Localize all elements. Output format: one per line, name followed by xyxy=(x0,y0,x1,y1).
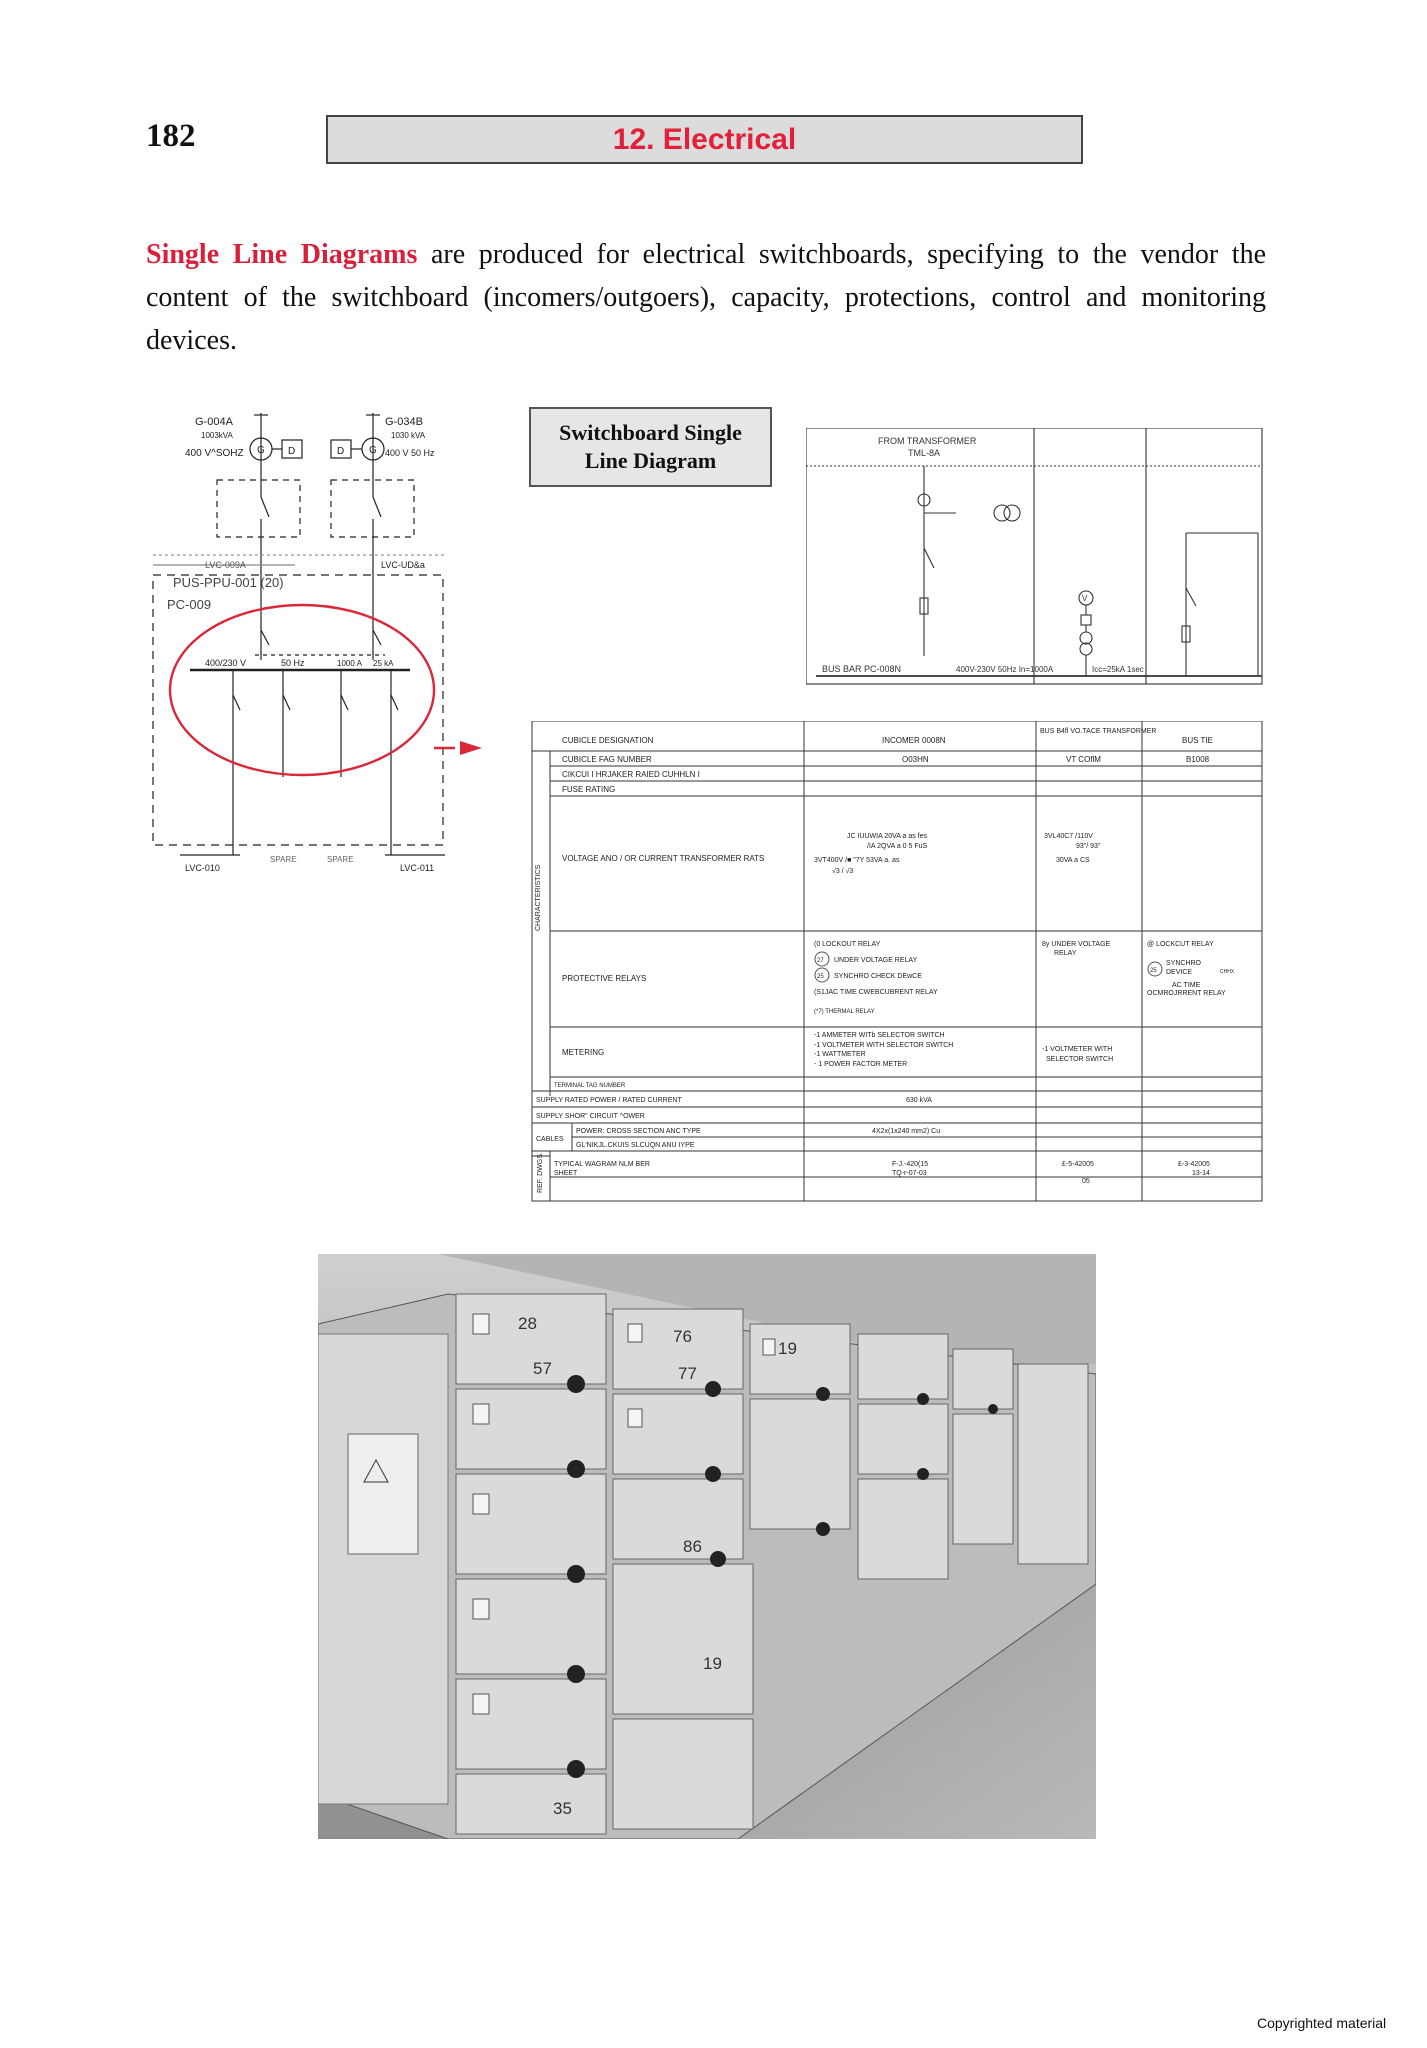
callout-line-2: Line Diagram xyxy=(584,448,717,473)
row-tag: CUBICLE FAG NUMBER xyxy=(562,755,652,764)
col-bus-tie: BUS TIE xyxy=(1182,736,1213,745)
diagram-callout xyxy=(529,407,772,487)
photo-label-5: 19 xyxy=(778,1339,797,1358)
cable-b-label: LVC-UD&a xyxy=(381,560,425,570)
arrow-head-icon xyxy=(460,738,486,758)
sheet-vt: 05 xyxy=(1082,1178,1090,1185)
tag-bus-tie: B1008 xyxy=(1186,755,1210,764)
cables-power: POWER: CROSS SECTION ANC TYPE xyxy=(576,1128,701,1135)
vt-col2-line2: 93"/ 93" xyxy=(1076,843,1101,850)
busbar-name: BUS BAR PC-008N xyxy=(822,664,902,674)
row-sheet: SHEET xyxy=(554,1170,578,1177)
side-group-label: CHARACTERISTICS xyxy=(535,864,542,931)
row-cables: CABLES xyxy=(536,1136,564,1143)
row-supply-short: SUPPLY SHOR" CIRCUIT ^OWER xyxy=(536,1113,645,1120)
photo-label-1: 28 xyxy=(518,1314,537,1333)
page-number: 182 xyxy=(146,118,196,154)
busbar-ratings: 400V-230V 50Hz In=1000A xyxy=(956,665,1054,674)
row-metering: METERING xyxy=(562,1048,605,1057)
gen-a-driver: D xyxy=(288,446,296,457)
outgoer-right-label: LVC-011 xyxy=(400,863,435,873)
row-designation: CUBICLE DESIGNATION xyxy=(562,736,654,745)
vt-col1-line3: 3VT400V /■ "7Y 53VA a. as xyxy=(814,857,900,864)
relay-code-25b: 25 xyxy=(1150,968,1157,974)
relay-col2-1: 8y UNDER VOLTAGE xyxy=(1042,941,1111,948)
col-incomer: INCOMER 0008N xyxy=(882,736,946,745)
vt-col2-line3: 30VA a CS xyxy=(1056,857,1090,864)
sld-drawing xyxy=(145,405,455,905)
relay-col3-3: DEVICE xyxy=(1166,969,1193,976)
switchgear-photo xyxy=(318,1254,1096,1839)
gen-b-symbol: G xyxy=(369,445,377,456)
intro-lead-term: Single Line Diagrams xyxy=(146,239,418,270)
relay-col1-5: (*7) THERMAL RELAY xyxy=(814,1009,875,1015)
relay-col3-5: AC TIME xyxy=(1172,982,1201,989)
row-supply-power: SUPPLY RATED POWER / RATED CURRENT xyxy=(536,1097,682,1104)
vt-col2-line1: 3VL40C7 /110V xyxy=(1044,833,1093,840)
gen-b-rating: 1030 kVA xyxy=(391,431,426,440)
busbar-current: 1000 A xyxy=(337,659,362,668)
outgoer-left-label: LVC-010 xyxy=(185,863,220,873)
typical-incomer: F-J.-420(15 xyxy=(892,1161,929,1168)
cable-a-label: LVC-009A xyxy=(205,560,246,570)
busbar-fault-level: 25 kA xyxy=(373,659,394,668)
vt-col1-line1: JC IUUWIA 20VA a as fes xyxy=(847,833,928,840)
row-relays: PROTECTIVE RELAYS xyxy=(562,974,647,983)
meter-col1-4: - 1 POWER FACTOR METER xyxy=(814,1061,908,1068)
copyright-notice: Copyrighted material xyxy=(1257,2015,1387,2031)
typical-bus-tie: £-3-42005 xyxy=(1178,1161,1210,1168)
callout-line-1: Switchboard Single xyxy=(559,420,742,445)
row-fuse: FUSE RATING xyxy=(562,785,616,794)
side-ref-label: REF. DWGS. xyxy=(537,1152,544,1193)
single-line-diagram xyxy=(145,405,455,905)
relay-col1-4: (S1JAC TIME CWEBCUBRENT RELAY xyxy=(814,989,938,996)
relay-col3-6: OCMROJRRENT RELAY xyxy=(1147,990,1226,997)
gen-a-tag: G-004A xyxy=(195,416,233,428)
chapter-title: 12. Electrical xyxy=(612,122,797,156)
photo-label-6: 86 xyxy=(683,1537,702,1556)
switchboard-spec-table xyxy=(502,721,1264,1203)
photo-label-7: 19 xyxy=(703,1654,722,1673)
incomer-diagram xyxy=(806,428,1263,686)
relay-code-25: 25 xyxy=(817,974,824,980)
row-terminal: TERMINAL TAG NUMBER xyxy=(554,1083,626,1089)
photo-label-2: 57 xyxy=(533,1359,552,1378)
row-typical: TYPICAL WAGRAM NLM BER xyxy=(554,1161,650,1168)
vt-col1-line2: /IA 2QVA a 0 5 FuS xyxy=(867,843,928,850)
transformer-tag: TML-8A xyxy=(908,448,941,458)
from-transformer-label: FROM TRANSFORMER xyxy=(878,436,977,446)
spare-label-2: SPARE xyxy=(327,855,354,864)
sheet-incomer: TQ-r-07-03 xyxy=(892,1170,927,1177)
spec-table-drawing xyxy=(502,721,1264,1203)
tag-vt: VT COflM xyxy=(1066,755,1101,764)
row-voltage-ct: VOLTAGE ANO / OR CURRENT TRANSFORMER RATS xyxy=(562,854,765,863)
relay-code-27: 27 xyxy=(817,958,824,964)
intro-body: are produced for electrical switchboards, specifying to the vendor the content of the switchboard (incomers/outgoers), capacity, protections, control and monitoring devices. xyxy=(146,239,1266,356)
gen-b-voltage: 400 V 50 Hz xyxy=(385,448,435,458)
panel-reference: PUS-PPU-001 (20) xyxy=(173,575,284,590)
tag-incomer: O03HN xyxy=(902,755,929,764)
switchgear-illustration xyxy=(318,1254,1096,1839)
meter-col2-2: SELECTOR SWITCH xyxy=(1046,1056,1114,1063)
relay-col3-2: SYNCHRO xyxy=(1166,960,1202,967)
meter-col2-1: -1 VOLTMETER WITH xyxy=(1042,1046,1113,1053)
relay-col1-3: SYNCHRO CHECK DEwCE xyxy=(834,973,922,980)
photo-label-4: 77 xyxy=(678,1364,697,1383)
col-vt: BUS B4fl VO.TACE TRANSFORMER xyxy=(1040,728,1157,735)
gen-b-driver: D xyxy=(337,446,345,457)
row-breaker: CIKCUI I HRJAKER RAIED CUHHLN I xyxy=(562,770,700,779)
intro-paragraph xyxy=(146,233,1266,362)
busbar-voltage: 400/230 V xyxy=(205,658,247,668)
spare-label-1: SPARE xyxy=(270,855,297,864)
busbar-icc: Icc=25kA 1sec xyxy=(1092,665,1144,674)
voltmeter-symbol: V xyxy=(1082,594,1088,603)
incomer-drawing xyxy=(806,428,1263,686)
meter-col1-3: -1 WATTMETER xyxy=(814,1051,866,1058)
cables-power-value: 4X2x(1x240 mm2) Cu xyxy=(872,1128,941,1135)
relay-col3-1: @ LOCKCUT RELAY xyxy=(1147,941,1214,948)
gen-b-tag: G-034B xyxy=(385,416,423,428)
supply-power-value: 630 kVA xyxy=(906,1097,932,1104)
relay-col3-4: CHHX xyxy=(1220,969,1235,975)
meter-col1-1: -1 AMMETER WITb SELECTOR SWITCH xyxy=(814,1032,945,1039)
meter-col1-2: -1 VOLTMETER WITH SELECTOR SWITCH xyxy=(814,1042,954,1049)
vt-col1-line4: √3 / √3 xyxy=(832,868,854,875)
cables-glands: GL'NIKJL.CKUIS SLCUQN ANU IYPE xyxy=(576,1142,695,1149)
gen-a-symbol: G xyxy=(257,445,265,456)
photo-label-8: 35 xyxy=(553,1799,572,1818)
typical-vt: £-5-42005 xyxy=(1062,1161,1094,1168)
relay-col2-2: RELAY xyxy=(1054,950,1077,957)
chapter-header xyxy=(326,115,1083,164)
gen-a-voltage: 400 V^SOHZ xyxy=(185,448,244,459)
panel-name: PC-009 xyxy=(167,597,212,612)
relay-col1-1: (0 LOCKOUT RELAY xyxy=(814,941,881,948)
relay-col1-2: UNDER VOLTAGE RELAY xyxy=(834,957,918,964)
photo-label-3: 76 xyxy=(673,1327,692,1346)
gen-a-rating: 1003kVA xyxy=(201,431,233,440)
busbar-frequency: 50 Hz xyxy=(281,658,305,668)
sheet-bus-tie: 13-14 xyxy=(1192,1170,1210,1177)
